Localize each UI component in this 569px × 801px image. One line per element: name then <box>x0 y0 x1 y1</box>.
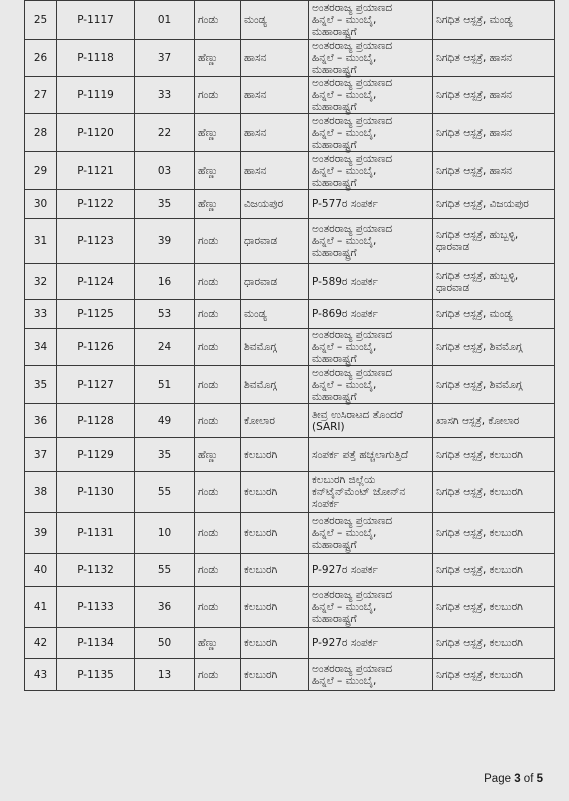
treatment-facility: ನಿಗಧಿತ ಆಸ್ಪತ್ರೆ, ಶಿವಮೊಗ್ಗ <box>433 366 555 404</box>
table-row <box>25 438 555 472</box>
patient-id: P-1120 <box>57 114 135 152</box>
patient-district: ಶಿವಮೊಗ್ಗ <box>241 366 309 404</box>
patient-sex: ಹೆಣ್ಣು <box>195 438 241 472</box>
patient-sex: ಗಂಡು <box>195 300 241 329</box>
travel-history: P-577ರ ಸಂಪರ್ಕ <box>309 190 433 219</box>
patient-age: 36 <box>135 587 195 628</box>
travel-history: ಅಂತರರಾಜ್ಯ ಪ್ರಯಾಣದ ಹಿನ್ನಲೆ – ಮುಂಬೈ, ಮಹಾರಾಷ್ಟ್ರಗೆ <box>309 1 433 40</box>
treatment-facility: ನಿಗಧಿತ ಆಸ್ಪತ್ರೆ, ಕಲಬುರಗಿ <box>433 472 555 513</box>
travel-history: P-869ರ ಸಂಪರ್ಕ <box>309 300 433 329</box>
patient-district: ಕಲಬುರಗಿ <box>241 472 309 513</box>
patient-age: 55 <box>135 472 195 513</box>
patient-age: 35 <box>135 190 195 219</box>
row-number: 33 <box>25 300 57 329</box>
patient-id: P-1135 <box>57 659 135 691</box>
patient-sex: ಗಂಡು <box>195 366 241 404</box>
table-row <box>25 472 555 513</box>
patient-sex: ಹೆಣ್ಣು <box>195 190 241 219</box>
row-number: 29 <box>25 152 57 190</box>
treatment-facility: ನಿಗಧಿತ ಆಸ್ಪತ್ರೆ, ಮಂಡ್ಯ <box>433 300 555 329</box>
table-row <box>25 77 555 114</box>
treatment-facility: ನಿಗಧಿತ ಆಸ್ಪತ್ರೆ, ಕಲಬುರಗಿ <box>433 587 555 628</box>
patient-district: ಕೋಲಾರ <box>241 404 309 438</box>
patient-age: 37 <box>135 40 195 77</box>
travel-history: ಅಂತರರಾಜ್ಯ ಪ್ರಯಾಣದ ಹಿನ್ನಲೆ – ಮುಂಬೈ, ಮಹಾರಾಷ್ಟ್ರಗೆ <box>309 219 433 264</box>
treatment-facility: ನಿಗಧಿತ ಆಸ್ಪತ್ರೆ, ಕಲಬುರಗಿ <box>433 659 555 691</box>
patient-district: ಮಂಡ್ಯ <box>241 300 309 329</box>
patient-id: P-1128 <box>57 404 135 438</box>
patient-age: 51 <box>135 366 195 404</box>
table-row <box>25 554 555 587</box>
travel-history: ಅಂತರರಾಜ್ಯ ಪ್ರಯಾಣದ ಹಿನ್ನಲೆ – ಮುಂಬೈ, ಮಹಾರಾಷ್ಟ್ರಗೆ <box>309 366 433 404</box>
row-number: 39 <box>25 513 57 554</box>
patient-district: ಹಾಸನ <box>241 40 309 77</box>
travel-history: ತೀವ್ರ ಉಸಿರಾಟದ ತೊಂದರೆ (SARI) <box>309 404 433 438</box>
patient-district: ಹಾಸನ <box>241 77 309 114</box>
treatment-facility: ನಿಗಧಿತ ಆಸ್ಪತ್ರೆ, ಹುಬ್ಬಳ್ಳಿ, ಧಾರವಾಡ <box>433 219 555 264</box>
patient-id: P-1126 <box>57 329 135 366</box>
row-number: 31 <box>25 219 57 264</box>
treatment-facility: ನಿಗಧಿತ ಆಸ್ಪತ್ರೆ, ಹಾಸನ <box>433 40 555 77</box>
patient-sex: ಹೆಣ್ಣು <box>195 152 241 190</box>
patient-district: ಹಾಸನ <box>241 114 309 152</box>
table-row <box>25 152 555 190</box>
patient-age: 33 <box>135 77 195 114</box>
treatment-facility: ನಿಗಧಿತ ಆಸ್ಪತ್ರೆ, ಕಲಬುರಗಿ <box>433 438 555 472</box>
patient-sex: ಗಂಡು <box>195 329 241 366</box>
patient-table-body <box>25 1 555 691</box>
travel-history: ಅಂತರರಾಜ್ಯ ಪ್ರಯಾಣದ ಹಿನ್ನಲೆ – ಮುಂಬೈ, ಮಹಾರಾಷ್ಟ್ರಗೆ <box>309 513 433 554</box>
patient-age: 24 <box>135 329 195 366</box>
row-number: 42 <box>25 628 57 659</box>
table-row <box>25 190 555 219</box>
patient-age: 35 <box>135 438 195 472</box>
patient-age: 10 <box>135 513 195 554</box>
travel-history: P-927ರ ಸಂಪರ್ಕ <box>309 554 433 587</box>
travel-history: ಅಂತರರಾಜ್ಯ ಪ್ರಯಾಣದ ಹಿನ್ನಲೆ – ಮುಂಬೈ, ಮಹಾರಾಷ್ಟ್ರಗೆ <box>309 329 433 366</box>
patient-district: ಕಲಬುರಗಿ <box>241 513 309 554</box>
patient-district: ವಿಜಯಪುರ <box>241 190 309 219</box>
row-number: 41 <box>25 587 57 628</box>
patient-id: P-1125 <box>57 300 135 329</box>
travel-history: ಅಂತರರಾಜ್ಯ ಪ್ರಯಾಣದ ಹಿನ್ನಲೆ – ಮುಂಬೈ, ಮಹಾರಾಷ್ಟ್ರಗೆ <box>309 587 433 628</box>
row-number: 40 <box>25 554 57 587</box>
travel-history: ಸಂಪರ್ಕ ಪತ್ತೆ ಹಚ್ಚಲಾಗುತ್ತಿದೆ <box>309 438 433 472</box>
row-number: 27 <box>25 77 57 114</box>
treatment-facility: ನಿಗಧಿತ ಆಸ್ಪತ್ರೆ, ಹಾಸನ <box>433 114 555 152</box>
table-row <box>25 628 555 659</box>
patient-id: P-1119 <box>57 77 135 114</box>
patient-sex: ಹೆಣ್ಣು <box>195 628 241 659</box>
patient-age: 55 <box>135 554 195 587</box>
treatment-facility: ನಿಗಧಿತ ಆಸ್ಪತ್ರೆ, ಶಿವಮೊಗ್ಗ <box>433 329 555 366</box>
travel-history: ಅಂತರರಾಜ್ಯ ಪ್ರಯಾಣದ ಹಿನ್ನಲೆ – ಮುಂಬೈ, <box>309 659 433 691</box>
patient-age: 16 <box>135 264 195 300</box>
treatment-facility: ನಿಗಧಿತ ಆಸ್ಪತ್ರೆ, ವಿಜಯಪುರ <box>433 190 555 219</box>
patient-district: ಧಾರವಾಡ <box>241 219 309 264</box>
treatment-facility: ನಿಗಧಿತ ಆಸ್ಪತ್ರೆ, ಹಾಸನ <box>433 77 555 114</box>
page-label: Page <box>484 773 515 785</box>
table-row <box>25 659 555 691</box>
patient-id: P-1122 <box>57 190 135 219</box>
table-row <box>25 219 555 264</box>
patient-district: ಕಲಬುರಗಿ <box>241 554 309 587</box>
table-row <box>25 366 555 404</box>
patient-sex: ಗಂಡು <box>195 404 241 438</box>
travel-history: P-927ರ ಸಂಪರ್ಕ <box>309 628 433 659</box>
patient-sex: ಗಂಡು <box>195 513 241 554</box>
travel-history: ಅಂತರರಾಜ್ಯ ಪ್ರಯಾಣದ ಹಿನ್ನಲೆ – ಮುಂಬೈ, ಮಹಾರಾಷ್ಟ್ರಗೆ <box>309 40 433 77</box>
row-number: 38 <box>25 472 57 513</box>
row-number: 43 <box>25 659 57 691</box>
travel-history: ಅಂತರರಾಜ್ಯ ಪ್ರಯಾಣದ ಹಿನ್ನಲೆ – ಮುಂಬೈ, ಮಹಾರಾಷ್ಟ್ರಗೆ <box>309 114 433 152</box>
patient-district: ಹಾಸನ <box>241 152 309 190</box>
patient-sex: ಗಂಡು <box>195 77 241 114</box>
table-row <box>25 1 555 40</box>
table-row <box>25 264 555 300</box>
patient-district: ಧಾರವಾಡ <box>241 264 309 300</box>
patient-sex: ಗಂಡು <box>195 587 241 628</box>
treatment-facility: ಖಾಸಗಿ ಆಸ್ಪತ್ರೆ, ಕೋಲಾರ <box>433 404 555 438</box>
patient-age: 39 <box>135 219 195 264</box>
row-number: 34 <box>25 329 57 366</box>
patient-district: ಕಲಬುರಗಿ <box>241 438 309 472</box>
treatment-facility: ನಿಗಧಿತ ಆಸ್ಪತ್ರೆ, ಕಲಬುರಗಿ <box>433 554 555 587</box>
row-number: 32 <box>25 264 57 300</box>
row-number: 28 <box>25 114 57 152</box>
patient-sex: ಗಂಡು <box>195 659 241 691</box>
patient-id: P-1117 <box>57 1 135 40</box>
treatment-facility: ನಿಗಧಿತ ಆಸ್ಪತ್ರೆ, ಕಲಬುರಗಿ <box>433 628 555 659</box>
patient-id: P-1129 <box>57 438 135 472</box>
page-total: 5 <box>536 773 543 785</box>
travel-history: ಅಂತರರಾಜ್ಯ ಪ್ರಯಾಣದ ಹಿನ್ನಲೆ – ಮುಂಬೈ, ಮಹಾರಾಷ್ಟ್ರಗೆ <box>309 152 433 190</box>
patient-district: ಕಲಬುರಗಿ <box>241 587 309 628</box>
table-row <box>25 587 555 628</box>
travel-history: ಅಂತರರಾಜ್ಯ ಪ್ರಯಾಣದ ಹಿನ್ನಲೆ – ಮುಂಬೈ, ಮಹಾರಾಷ್ಟ್ರಗೆ <box>309 77 433 114</box>
travel-history: P-589ರ ಸಂಪರ್ಕ <box>309 264 433 300</box>
patient-age: 13 <box>135 659 195 691</box>
patient-sex: ಗಂಡು <box>195 264 241 300</box>
patient-id: P-1118 <box>57 40 135 77</box>
patient-id: P-1133 <box>57 587 135 628</box>
table-row <box>25 329 555 366</box>
patient-age: 03 <box>135 152 195 190</box>
table-row <box>25 513 555 554</box>
patient-age: 53 <box>135 300 195 329</box>
page-current: 3 <box>514 773 521 785</box>
patient-district: ಕಲಬುರಗಿ <box>241 628 309 659</box>
row-number: 26 <box>25 40 57 77</box>
patient-district: ಶಿವಮೊಗ್ಗ <box>241 329 309 366</box>
patient-sex: ಗಂಡು <box>195 1 241 40</box>
table-row <box>25 404 555 438</box>
travel-history: ಕಲಬುರಗಿ ಜಿಲ್ಲೆಯ ಕನ್‌ಟೈನ್‌ಮೆಂಟ್ ಜೋನ್‌ನ ಸಂಪರ್ಕ <box>309 472 433 513</box>
patient-sex: ಗಂಡು <box>195 472 241 513</box>
patient-id: P-1124 <box>57 264 135 300</box>
patient-id: P-1127 <box>57 366 135 404</box>
row-number: 36 <box>25 404 57 438</box>
patient-sex: ಗಂಡು <box>195 554 241 587</box>
page-of: of <box>520 773 537 785</box>
treatment-facility: ನಿಗಧಿತ ಆಸ್ಪತ್ರೆ, ಹಾಸನ <box>433 152 555 190</box>
page-footer <box>484 773 543 785</box>
patient-id: P-1123 <box>57 219 135 264</box>
row-number: 25 <box>25 1 57 40</box>
table-row <box>25 40 555 77</box>
patient-sex: ಹೆಣ್ಣು <box>195 40 241 77</box>
patient-district: ಕಲಬುರಗಿ <box>241 659 309 691</box>
table-row <box>25 114 555 152</box>
patient-id: P-1132 <box>57 554 135 587</box>
patient-id: P-1130 <box>57 472 135 513</box>
treatment-facility: ನಿಗಧಿತ ಆಸ್ಪತ್ರೆ, ಕಲಬುರಗಿ <box>433 513 555 554</box>
patient-id: P-1134 <box>57 628 135 659</box>
table-row <box>25 300 555 329</box>
treatment-facility: ನಿಗಧಿತ ಆಸ್ಪತ್ರೆ, ಮಂಡ್ಯ <box>433 1 555 40</box>
patient-age: 50 <box>135 628 195 659</box>
row-number: 37 <box>25 438 57 472</box>
patient-age: 01 <box>135 1 195 40</box>
patient-sex: ಗಂಡು <box>195 219 241 264</box>
patient-id: P-1131 <box>57 513 135 554</box>
patient-age: 49 <box>135 404 195 438</box>
row-number: 30 <box>25 190 57 219</box>
patient-district: ಮಂಡ್ಯ <box>241 1 309 40</box>
row-number: 35 <box>25 366 57 404</box>
patient-id: P-1121 <box>57 152 135 190</box>
patient-sex: ಹೆಣ್ಣು <box>195 114 241 152</box>
patient-table <box>24 0 555 691</box>
patient-age: 22 <box>135 114 195 152</box>
treatment-facility: ನಿಗಧಿತ ಆಸ್ಪತ್ರೆ, ಹುಬ್ಬಳ್ಳಿ, ಧಾರವಾಡ <box>433 264 555 300</box>
